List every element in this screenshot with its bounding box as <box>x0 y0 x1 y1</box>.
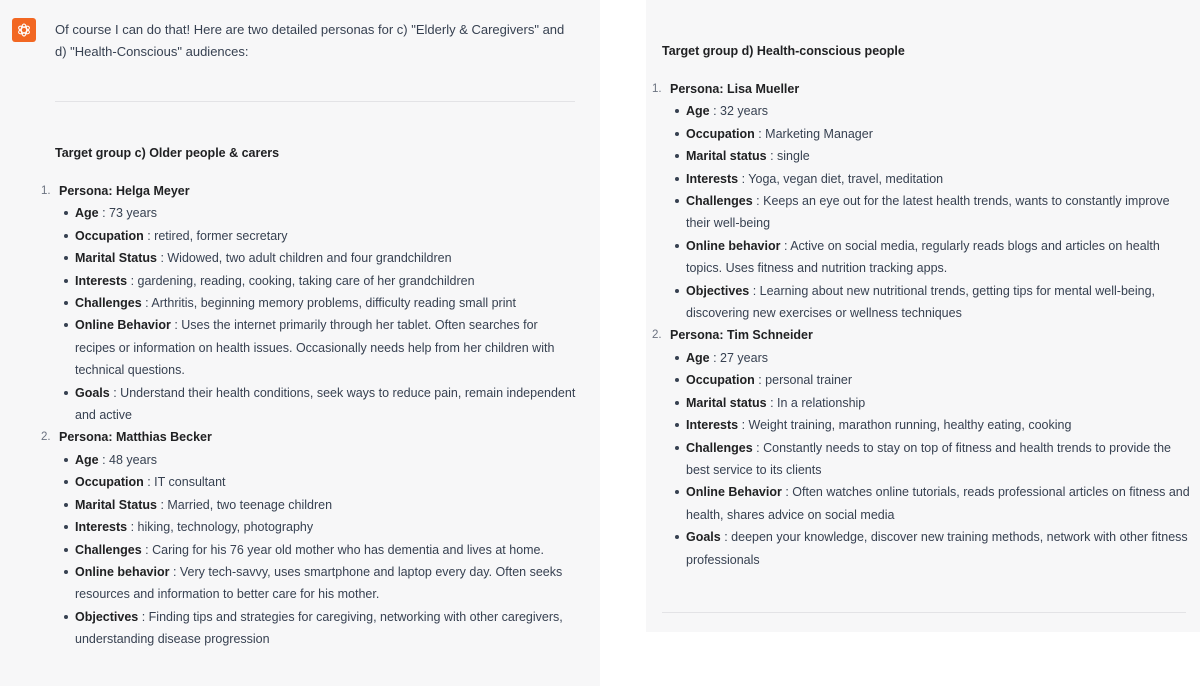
attribute-key: Online Behavior <box>75 318 171 333</box>
attribute-objectives <box>63 606 581 651</box>
attribute-key: Interests <box>75 273 128 288</box>
chat-panel-right <box>646 0 1200 632</box>
list-number: 1. <box>41 185 51 197</box>
attribute-value: : retired, former secretary <box>143 228 288 243</box>
attribute-key: Marital status <box>686 149 767 164</box>
persona-list-d <box>652 78 1192 571</box>
persona-attributes <box>63 202 581 426</box>
attribute-challenges <box>674 437 1192 482</box>
attribute-key: Occupation <box>686 373 755 388</box>
attribute-key: Objectives <box>75 609 139 624</box>
attribute-age <box>63 202 581 224</box>
attribute-challenges <box>63 539 581 561</box>
attribute-key: Objectives <box>686 283 750 298</box>
persona-title <box>652 324 1192 346</box>
list-number: 2. <box>652 329 662 342</box>
openai-logo-icon-glyph <box>16 22 32 38</box>
attribute-key: Interests <box>686 418 739 433</box>
group-heading-c: Target group c) Older people & carers <box>55 146 280 160</box>
persona-title <box>652 78 1192 100</box>
attribute-key: Challenges <box>75 542 142 557</box>
attribute-age <box>674 100 1192 122</box>
attribute-marital-status <box>674 145 1192 167</box>
attribute-value: : single <box>766 149 810 164</box>
attribute-value: : Married, two teenage children <box>156 497 333 512</box>
persona-item <box>41 180 581 426</box>
attribute-key: Challenges <box>686 440 753 455</box>
attribute-marital-status <box>63 247 581 269</box>
message-divider <box>55 101 575 102</box>
attribute-key: Age <box>686 350 710 365</box>
attribute-interests <box>674 168 1192 190</box>
attribute-occupation <box>63 225 581 247</box>
attribute-value: : Yoga, vegan diet, travel, meditation <box>738 171 944 186</box>
attribute-occupation <box>63 471 581 493</box>
attribute-value: : personal trainer <box>754 373 853 388</box>
attribute-key: Online behavior <box>686 238 781 253</box>
attribute-goals <box>63 382 581 427</box>
attribute-key: Challenges <box>75 296 142 311</box>
attribute-marital-status <box>674 392 1192 414</box>
persona-item <box>41 426 581 650</box>
attribute-value: : gardening, reading, cooking, taking care of her grandchildren <box>127 273 475 288</box>
attribute-key: Goals <box>686 530 721 545</box>
attribute-key: Interests <box>686 171 739 186</box>
assistant-intro-text: Of course I can do that! Here are two detailed personas for c) "Elderly & Caregivers" and d) "Health-Conscious" audiences: <box>55 22 565 59</box>
attribute-key: Online Behavior <box>686 485 782 500</box>
attribute-challenges <box>674 190 1192 235</box>
attribute-interests <box>63 516 581 538</box>
attribute-occupation <box>674 369 1192 391</box>
list-number: 2. <box>41 431 51 444</box>
persona-title <box>41 426 581 448</box>
list-number: 1. <box>652 83 662 95</box>
attribute-value: : Caring for his 76 year old mother who has dementia and lives at home. <box>141 542 544 557</box>
attribute-marital-status <box>63 494 581 516</box>
attribute-value: : Weight training, marathon running, healthy eating, cooking <box>738 418 1072 433</box>
persona-name: Persona: Lisa Mueller <box>670 82 800 96</box>
persona-name: Persona: Tim Schneider <box>670 328 813 343</box>
attribute-value: : Very tech-savvy, uses smartphone and laptop every day. Often seeks resources and information to better care for his mother. <box>75 564 563 602</box>
attribute-value: : deepen your knowledge, discover new training methods, network with other fitness professionals <box>686 530 1188 567</box>
attribute-key: Age <box>75 452 99 467</box>
attribute-key: Age <box>75 206 99 221</box>
persona-list-c <box>41 180 581 651</box>
attribute-value: : 32 years <box>709 104 768 119</box>
attribute-value: : IT consultant <box>143 475 226 490</box>
attribute-value: : Arthritis, beginning memory problems, difficulty reading small print <box>141 296 516 311</box>
attribute-online-behavior <box>63 561 581 606</box>
attribute-goals <box>674 526 1192 571</box>
persona-item <box>652 78 1192 324</box>
persona-attributes <box>63 449 581 651</box>
attribute-value: : Learning about new nutritional trends, getting tips for mental well-being, discovering new exercises or wellness techniques <box>686 283 1156 321</box>
attribute-key: Marital Status <box>75 497 157 512</box>
attribute-key: Goals <box>75 385 110 400</box>
attribute-value: : Constantly needs to stay on top of fitness and health trends to provide the best service to its clients <box>686 440 1172 477</box>
attribute-occupation <box>674 123 1192 145</box>
persona-attributes <box>674 347 1192 571</box>
attribute-value: : Widowed, two adult children and four grandchildren <box>156 251 452 266</box>
attribute-value: : Active on social media, regularly reads blogs and articles on health topics. Uses fitness and nutrition tracking apps. <box>686 238 1160 276</box>
persona-name: Persona: Helga Meyer <box>59 184 190 198</box>
openai-logo-icon <box>12 18 36 42</box>
attribute-key: Occupation <box>686 126 755 141</box>
attribute-interests <box>674 414 1192 436</box>
attribute-key: Occupation <box>75 475 144 490</box>
attribute-value: : 27 years <box>709 350 768 365</box>
attribute-value: : Often watches online tutorials, reads professional articles on fitness and health, shares advice on social media <box>686 485 1190 522</box>
attribute-value: : 48 years <box>98 452 157 467</box>
attribute-key: Challenges <box>686 194 753 209</box>
attribute-online-behavior <box>63 314 581 381</box>
attribute-value: : Uses the internet primarily through her tablet. Often searches for recipes or information on health issues. Occasionally needs help from her children with technical questions. <box>75 318 555 378</box>
attribute-age <box>674 347 1192 369</box>
attribute-value: : hiking, technology, photography <box>127 520 314 535</box>
persona-title <box>41 180 581 202</box>
message-divider <box>662 612 1186 613</box>
persona-attributes <box>674 100 1192 324</box>
attribute-key: Occupation <box>75 228 144 243</box>
attribute-key: Interests <box>75 520 128 535</box>
attribute-interests <box>63 270 581 292</box>
persona-item <box>652 324 1192 570</box>
persona-name: Persona: Matthias Becker <box>59 430 212 445</box>
attribute-value: : Keeps an eye out for the latest health trends, wants to constantly improve their well-being <box>686 194 1170 231</box>
attribute-key: Online behavior <box>75 564 170 579</box>
attribute-challenges <box>63 292 581 314</box>
attribute-value: : Understand their health conditions, seek ways to reduce pain, remain independent and active <box>75 385 576 423</box>
attribute-value: : Finding tips and strategies for caregiving, networking with other caregivers, understanding disease progression <box>75 609 563 647</box>
attribute-key: Age <box>686 104 710 119</box>
attribute-value: : Marketing Manager <box>754 126 873 141</box>
attribute-key: Marital status <box>686 395 767 410</box>
attribute-objectives <box>674 280 1192 325</box>
attribute-online-behavior <box>674 481 1192 526</box>
attribute-age <box>63 449 581 471</box>
attribute-online-behavior <box>674 235 1192 280</box>
attribute-value: : 73 years <box>98 206 157 221</box>
attribute-value: : In a relationship <box>766 395 866 410</box>
attribute-key: Marital Status <box>75 251 157 266</box>
group-heading-d: Target group d) Health-conscious people <box>662 44 905 58</box>
